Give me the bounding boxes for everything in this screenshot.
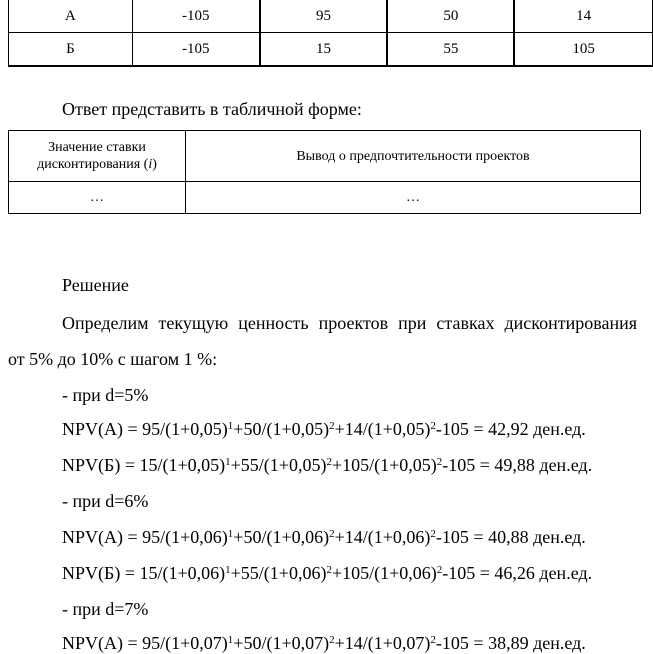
- solution-heading: Решение: [62, 275, 129, 295]
- header-rate-close: ): [152, 157, 157, 172]
- header-rate-variable: i: [148, 157, 153, 172]
- npv-b-formula: $NPV(Б) = 15/(1+0,05)^1+55/(1+0,05)^2+105/(1+0,05)^2-105 = 49,88$ ден.ед.: [62, 455, 593, 475]
- npv-b-formula: $NPV(Б) = 15/(1+0,06)^1+55/(1+0,06)^2+105/(1+0,06)^2-105 = 46,26$ ден.ед.: [62, 563, 593, 583]
- table-row: [9, 0, 653, 33]
- npv-a-formula: $NPV(А) = 95/(1+0,05)^1+50/(1+0,05)^2+14/(1+0,05)^2-105 = 42,92$ ден.ед.: [62, 419, 586, 439]
- table-cell: …: [186, 182, 641, 214]
- intro-text-1: Определим текущую ценность проектов при ставках дисконтирования: [62, 313, 637, 333]
- header-rate-line2: дисконтирования (: [37, 157, 149, 172]
- table-cell: 15: [260, 33, 388, 67]
- intro-line-1: [62, 312, 637, 334]
- table-cell: А: [9, 0, 133, 33]
- section-label: - при d=5%: [62, 385, 149, 405]
- section-label: - при d=6%: [62, 491, 149, 511]
- answer-prompt: Ответ представить в табличной форме:: [62, 99, 362, 119]
- table-cell: 105: [514, 33, 652, 67]
- table-cell: -105: [132, 33, 259, 67]
- section-label: - при d=7%: [62, 599, 149, 619]
- table-cell: 50: [387, 0, 514, 33]
- npv-a-formula: $NPV(А) = 95/(1+0,07)^1+50/(1+0,07)^2+14/(1+0,07)^2-105 = 38,89$ ден.ед.: [62, 633, 586, 653]
- table-row: [9, 182, 641, 214]
- table-cell: Б: [9, 33, 133, 67]
- header-conclusion: Вывод о предпочтительности проектов: [186, 131, 641, 182]
- answer-table: [8, 130, 641, 214]
- table-header-row: [9, 131, 641, 182]
- table-cell: -105: [132, 0, 259, 33]
- table-cell: 55: [387, 33, 514, 67]
- npv-a-formula: $NPV(А) = 95/(1+0,06)^1+50/(1+0,06)^2+14/(1+0,06)^2-105 = 40,88$ ден.ед.: [62, 527, 586, 547]
- table-cell: 95: [260, 0, 388, 33]
- table-cell: …: [9, 182, 186, 214]
- header-rate-line1: Значение ставки: [48, 140, 146, 155]
- table-cell: 14: [514, 0, 652, 33]
- table-row: [9, 33, 653, 67]
- cash-flow-table: [8, 0, 653, 67]
- intro-line-2: от 5% до 10% с шагом 1 %:: [8, 349, 218, 369]
- header-rate: [9, 131, 186, 182]
